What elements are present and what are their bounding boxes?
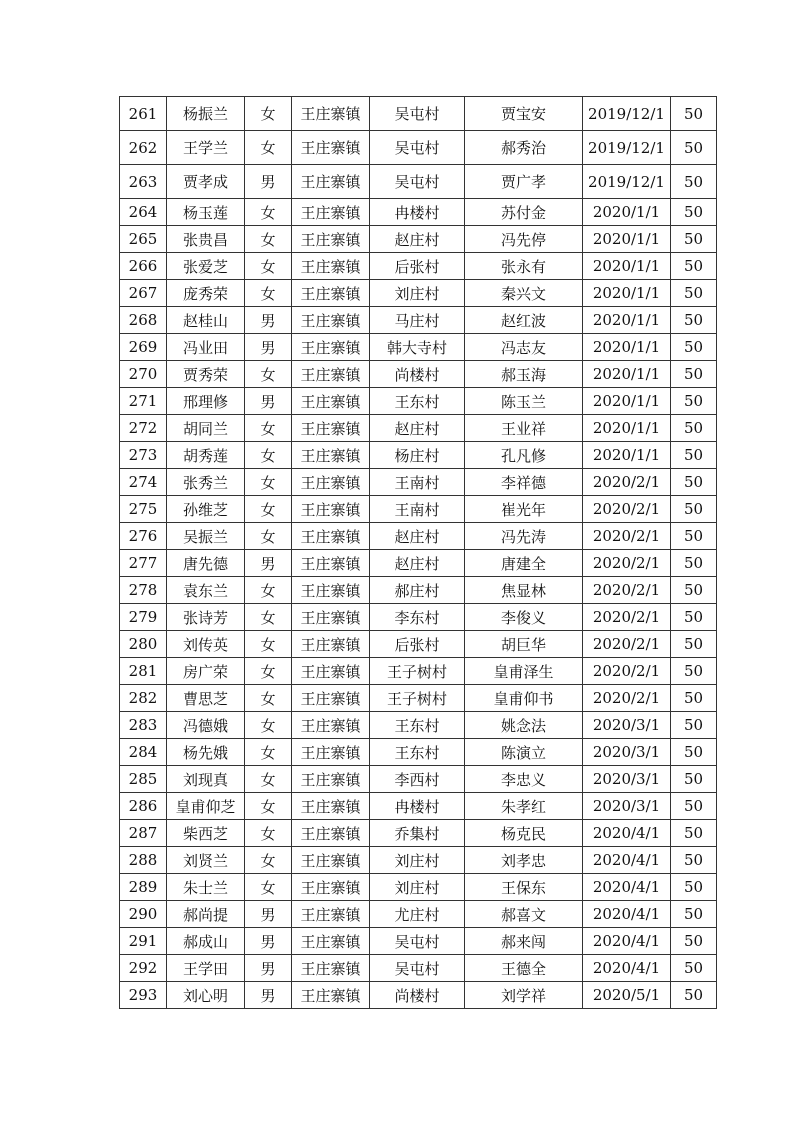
cell-date: 2020/2/1 [583, 523, 671, 550]
cell-guardian: 冯先停 [465, 226, 583, 253]
cell-name: 张爱芝 [167, 253, 245, 280]
table-row [120, 442, 717, 469]
cell-gender: 女 [245, 361, 292, 388]
table-row [120, 199, 717, 226]
cell-date: 2020/4/1 [583, 901, 671, 928]
cell-number: 280 [120, 631, 167, 658]
cell-date: 2020/1/1 [583, 442, 671, 469]
cell-town: 王庄寨镇 [292, 577, 370, 604]
table-row [120, 131, 717, 165]
cell-gender: 女 [245, 847, 292, 874]
cell-date: 2020/2/1 [583, 631, 671, 658]
cell-village: 马庄村 [370, 307, 465, 334]
cell-name: 唐先德 [167, 550, 245, 577]
cell-guardian: 郝来闯 [465, 928, 583, 955]
table-row [120, 766, 717, 793]
cell-gender: 女 [245, 658, 292, 685]
table-row [120, 712, 717, 739]
cell-date: 2020/1/1 [583, 307, 671, 334]
cell-village: 王东村 [370, 388, 465, 415]
cell-village: 乔集村 [370, 820, 465, 847]
cell-village: 刘庄村 [370, 280, 465, 307]
cell-number: 288 [120, 847, 167, 874]
cell-town: 王庄寨镇 [292, 307, 370, 334]
cell-date: 2020/1/1 [583, 334, 671, 361]
cell-name: 胡秀莲 [167, 442, 245, 469]
cell-village: 赵庄村 [370, 415, 465, 442]
cell-gender: 女 [245, 631, 292, 658]
cell-amount: 50 [671, 955, 717, 982]
cell-number: 271 [120, 388, 167, 415]
table-row [120, 577, 717, 604]
cell-guardian: 崔光年 [465, 496, 583, 523]
cell-town: 王庄寨镇 [292, 415, 370, 442]
cell-town: 王庄寨镇 [292, 131, 370, 165]
cell-gender: 女 [245, 793, 292, 820]
cell-number: 290 [120, 901, 167, 928]
cell-gender: 女 [245, 820, 292, 847]
cell-number: 269 [120, 334, 167, 361]
cell-guardian: 皇甫仰书 [465, 685, 583, 712]
cell-date: 2020/5/1 [583, 982, 671, 1009]
cell-date: 2020/1/1 [583, 199, 671, 226]
table-row [120, 388, 717, 415]
table-row [120, 631, 717, 658]
cell-town: 王庄寨镇 [292, 199, 370, 226]
cell-amount: 50 [671, 388, 717, 415]
cell-town: 王庄寨镇 [292, 97, 370, 131]
cell-amount: 50 [671, 793, 717, 820]
cell-date: 2020/4/1 [583, 820, 671, 847]
cell-village: 后张村 [370, 631, 465, 658]
cell-guardian: 冯志友 [465, 334, 583, 361]
cell-amount: 50 [671, 415, 717, 442]
table-row [120, 928, 717, 955]
cell-village: 李东村 [370, 604, 465, 631]
cell-village: 吴屯村 [370, 165, 465, 199]
cell-name: 曹思芝 [167, 685, 245, 712]
cell-guardian: 焦显林 [465, 577, 583, 604]
cell-name: 张诗芳 [167, 604, 245, 631]
cell-number: 267 [120, 280, 167, 307]
cell-date: 2020/2/1 [583, 577, 671, 604]
cell-guardian: 李祥德 [465, 469, 583, 496]
cell-amount: 50 [671, 847, 717, 874]
cell-town: 王庄寨镇 [292, 685, 370, 712]
cell-amount: 50 [671, 280, 717, 307]
cell-amount: 50 [671, 766, 717, 793]
cell-date: 2019/12/1 [583, 97, 671, 131]
cell-village: 刘庄村 [370, 874, 465, 901]
cell-village: 冉楼村 [370, 793, 465, 820]
cell-number: 263 [120, 165, 167, 199]
cell-village: 赵庄村 [370, 523, 465, 550]
cell-gender: 女 [245, 199, 292, 226]
cell-name: 孙维芝 [167, 496, 245, 523]
cell-gender: 男 [245, 388, 292, 415]
cell-guardian: 刘孝忠 [465, 847, 583, 874]
cell-name: 王学田 [167, 955, 245, 982]
cell-number: 276 [120, 523, 167, 550]
table-row [120, 253, 717, 280]
cell-number: 273 [120, 442, 167, 469]
cell-name: 张贵昌 [167, 226, 245, 253]
cell-village: 吴屯村 [370, 97, 465, 131]
cell-town: 王庄寨镇 [292, 847, 370, 874]
cell-village: 王南村 [370, 496, 465, 523]
table-row [120, 523, 717, 550]
table-row [120, 97, 717, 131]
cell-guardian: 秦兴文 [465, 280, 583, 307]
cell-name: 冯德娥 [167, 712, 245, 739]
cell-amount: 50 [671, 604, 717, 631]
cell-village: 尤庄村 [370, 901, 465, 928]
cell-gender: 女 [245, 131, 292, 165]
cell-name: 吴振兰 [167, 523, 245, 550]
cell-date: 2020/2/1 [583, 469, 671, 496]
cell-number: 277 [120, 550, 167, 577]
cell-village: 杨庄村 [370, 442, 465, 469]
cell-number: 274 [120, 469, 167, 496]
cell-number: 287 [120, 820, 167, 847]
cell-date: 2020/3/1 [583, 793, 671, 820]
cell-town: 王庄寨镇 [292, 820, 370, 847]
cell-date: 2020/3/1 [583, 712, 671, 739]
cell-village: 王东村 [370, 739, 465, 766]
cell-amount: 50 [671, 550, 717, 577]
cell-date: 2020/2/1 [583, 550, 671, 577]
cell-amount: 50 [671, 469, 717, 496]
table-row [120, 955, 717, 982]
table-row [120, 982, 717, 1009]
cell-village: 王子树村 [370, 685, 465, 712]
cell-date: 2020/2/1 [583, 658, 671, 685]
cell-date: 2020/4/1 [583, 874, 671, 901]
cell-gender: 女 [245, 442, 292, 469]
cell-number: 283 [120, 712, 167, 739]
cell-amount: 50 [671, 307, 717, 334]
cell-town: 王庄寨镇 [292, 523, 370, 550]
cell-village: 赵庄村 [370, 226, 465, 253]
cell-gender: 男 [245, 901, 292, 928]
cell-amount: 50 [671, 631, 717, 658]
cell-name: 胡同兰 [167, 415, 245, 442]
cell-gender: 女 [245, 280, 292, 307]
cell-date: 2020/1/1 [583, 415, 671, 442]
cell-village: 王子树村 [370, 658, 465, 685]
cell-town: 王庄寨镇 [292, 469, 370, 496]
cell-village: 李西村 [370, 766, 465, 793]
cell-town: 王庄寨镇 [292, 361, 370, 388]
cell-guardian: 陈玉兰 [465, 388, 583, 415]
cell-number: 286 [120, 793, 167, 820]
cell-guardian: 王业祥 [465, 415, 583, 442]
cell-amount: 50 [671, 226, 717, 253]
cell-name: 杨玉莲 [167, 199, 245, 226]
cell-guardian: 张永有 [465, 253, 583, 280]
cell-guardian: 李俊义 [465, 604, 583, 631]
cell-town: 王庄寨镇 [292, 982, 370, 1009]
cell-name: 刘心明 [167, 982, 245, 1009]
cell-gender: 女 [245, 874, 292, 901]
cell-gender: 女 [245, 415, 292, 442]
cell-name: 柴西芝 [167, 820, 245, 847]
cell-town: 王庄寨镇 [292, 928, 370, 955]
cell-number: 289 [120, 874, 167, 901]
cell-name: 刘现真 [167, 766, 245, 793]
table-row [120, 739, 717, 766]
cell-town: 王庄寨镇 [292, 874, 370, 901]
cell-amount: 50 [671, 199, 717, 226]
cell-town: 王庄寨镇 [292, 496, 370, 523]
cell-village: 后张村 [370, 253, 465, 280]
cell-amount: 50 [671, 496, 717, 523]
cell-gender: 男 [245, 307, 292, 334]
table-row [120, 165, 717, 199]
table-row [120, 496, 717, 523]
table-row [120, 793, 717, 820]
cell-name: 杨振兰 [167, 97, 245, 131]
cell-guardian: 王保东 [465, 874, 583, 901]
cell-amount: 50 [671, 523, 717, 550]
cell-guardian: 陈演立 [465, 739, 583, 766]
table-row [120, 901, 717, 928]
cell-town: 王庄寨镇 [292, 901, 370, 928]
cell-village: 王东村 [370, 712, 465, 739]
cell-amount: 50 [671, 165, 717, 199]
cell-amount: 50 [671, 577, 717, 604]
cell-gender: 男 [245, 550, 292, 577]
cell-date: 2020/4/1 [583, 847, 671, 874]
cell-number: 279 [120, 604, 167, 631]
cell-amount: 50 [671, 361, 717, 388]
table-row [120, 685, 717, 712]
table-row [120, 307, 717, 334]
cell-amount: 50 [671, 739, 717, 766]
table-row [120, 469, 717, 496]
cell-guardian: 孔凡修 [465, 442, 583, 469]
cell-gender: 女 [245, 685, 292, 712]
cell-village: 冉楼村 [370, 199, 465, 226]
cell-name: 王学兰 [167, 131, 245, 165]
table-row [120, 280, 717, 307]
table-row [120, 226, 717, 253]
cell-amount: 50 [671, 685, 717, 712]
cell-amount: 50 [671, 334, 717, 361]
cell-village: 赵庄村 [370, 550, 465, 577]
cell-village: 尚楼村 [370, 982, 465, 1009]
cell-number: 261 [120, 97, 167, 131]
cell-town: 王庄寨镇 [292, 631, 370, 658]
table-row [120, 334, 717, 361]
cell-date: 2020/1/1 [583, 253, 671, 280]
cell-name: 袁东兰 [167, 577, 245, 604]
cell-date: 2019/12/1 [583, 131, 671, 165]
cell-number: 292 [120, 955, 167, 982]
cell-date: 2020/1/1 [583, 361, 671, 388]
cell-number: 266 [120, 253, 167, 280]
cell-name: 赵桂山 [167, 307, 245, 334]
cell-amount: 50 [671, 874, 717, 901]
cell-guardian: 朱孝红 [465, 793, 583, 820]
cell-gender: 男 [245, 982, 292, 1009]
cell-village: 刘庄村 [370, 847, 465, 874]
cell-gender: 女 [245, 766, 292, 793]
cell-name: 张秀兰 [167, 469, 245, 496]
cell-name: 刘贤兰 [167, 847, 245, 874]
cell-date: 2020/3/1 [583, 739, 671, 766]
table-row [120, 361, 717, 388]
cell-gender: 女 [245, 712, 292, 739]
cell-gender: 女 [245, 97, 292, 131]
cell-village: 吴屯村 [370, 955, 465, 982]
cell-number: 285 [120, 766, 167, 793]
cell-gender: 女 [245, 496, 292, 523]
cell-name: 郝尚提 [167, 901, 245, 928]
cell-gender: 女 [245, 523, 292, 550]
cell-date: 2020/2/1 [583, 496, 671, 523]
cell-village: 吴屯村 [370, 131, 465, 165]
cell-town: 王庄寨镇 [292, 280, 370, 307]
cell-amount: 50 [671, 658, 717, 685]
cell-guardian: 贾宝安 [465, 97, 583, 131]
cell-name: 朱士兰 [167, 874, 245, 901]
cell-gender: 男 [245, 165, 292, 199]
cell-amount: 50 [671, 982, 717, 1009]
cell-amount: 50 [671, 131, 717, 165]
cell-village: 韩大寺村 [370, 334, 465, 361]
cell-town: 王庄寨镇 [292, 388, 370, 415]
cell-number: 265 [120, 226, 167, 253]
table-row [120, 415, 717, 442]
cell-number: 275 [120, 496, 167, 523]
cell-date: 2020/4/1 [583, 955, 671, 982]
cell-name: 刘传英 [167, 631, 245, 658]
cell-name: 杨先娥 [167, 739, 245, 766]
cell-gender: 男 [245, 928, 292, 955]
cell-date: 2020/1/1 [583, 280, 671, 307]
records-table-body [120, 97, 717, 1009]
table-row [120, 550, 717, 577]
cell-amount: 50 [671, 901, 717, 928]
cell-date: 2020/3/1 [583, 766, 671, 793]
cell-town: 王庄寨镇 [292, 226, 370, 253]
table-row [120, 847, 717, 874]
table-row [120, 820, 717, 847]
cell-town: 王庄寨镇 [292, 712, 370, 739]
cell-town: 王庄寨镇 [292, 165, 370, 199]
cell-number: 282 [120, 685, 167, 712]
cell-number: 262 [120, 131, 167, 165]
cell-amount: 50 [671, 97, 717, 131]
cell-name: 郝成山 [167, 928, 245, 955]
table-row [120, 658, 717, 685]
cell-guardian: 郝秀治 [465, 131, 583, 165]
cell-town: 王庄寨镇 [292, 253, 370, 280]
cell-town: 王庄寨镇 [292, 442, 370, 469]
cell-guardian: 皇甫泽生 [465, 658, 583, 685]
cell-village: 王南村 [370, 469, 465, 496]
cell-number: 270 [120, 361, 167, 388]
cell-amount: 50 [671, 253, 717, 280]
cell-number: 284 [120, 739, 167, 766]
cell-amount: 50 [671, 820, 717, 847]
cell-town: 王庄寨镇 [292, 658, 370, 685]
cell-guardian: 郝玉海 [465, 361, 583, 388]
cell-guardian: 唐建全 [465, 550, 583, 577]
cell-date: 2020/1/1 [583, 388, 671, 415]
cell-date: 2019/12/1 [583, 165, 671, 199]
cell-number: 291 [120, 928, 167, 955]
cell-village: 吴屯村 [370, 928, 465, 955]
cell-town: 王庄寨镇 [292, 334, 370, 361]
cell-guardian: 刘学祥 [465, 982, 583, 1009]
cell-amount: 50 [671, 712, 717, 739]
cell-number: 268 [120, 307, 167, 334]
cell-name: 冯业田 [167, 334, 245, 361]
cell-guardian: 赵红波 [465, 307, 583, 334]
cell-guardian: 杨克民 [465, 820, 583, 847]
cell-gender: 女 [245, 577, 292, 604]
cell-guardian: 胡巨华 [465, 631, 583, 658]
cell-guardian: 李忠义 [465, 766, 583, 793]
cell-name: 贾孝成 [167, 165, 245, 199]
cell-name: 庞秀荣 [167, 280, 245, 307]
cell-amount: 50 [671, 928, 717, 955]
cell-name: 房广荣 [167, 658, 245, 685]
cell-town: 王庄寨镇 [292, 739, 370, 766]
cell-town: 王庄寨镇 [292, 766, 370, 793]
cell-village: 尚楼村 [370, 361, 465, 388]
cell-name: 皇甫仰芝 [167, 793, 245, 820]
cell-gender: 女 [245, 253, 292, 280]
cell-guardian: 王德全 [465, 955, 583, 982]
cell-town: 王庄寨镇 [292, 955, 370, 982]
cell-town: 王庄寨镇 [292, 550, 370, 577]
cell-number: 293 [120, 982, 167, 1009]
cell-amount: 50 [671, 442, 717, 469]
cell-gender: 女 [245, 469, 292, 496]
cell-date: 2020/4/1 [583, 928, 671, 955]
cell-number: 272 [120, 415, 167, 442]
cell-guardian: 姚念法 [465, 712, 583, 739]
cell-town: 王庄寨镇 [292, 793, 370, 820]
cell-date: 2020/1/1 [583, 226, 671, 253]
table-row [120, 874, 717, 901]
records-table [119, 96, 717, 1009]
cell-gender: 女 [245, 226, 292, 253]
cell-date: 2020/2/1 [583, 685, 671, 712]
cell-gender: 男 [245, 334, 292, 361]
cell-village: 郝庄村 [370, 577, 465, 604]
table-row [120, 604, 717, 631]
cell-name: 贾秀荣 [167, 361, 245, 388]
cell-name: 邢理修 [167, 388, 245, 415]
cell-guardian: 冯先涛 [465, 523, 583, 550]
cell-number: 278 [120, 577, 167, 604]
cell-number: 264 [120, 199, 167, 226]
cell-guardian: 苏付金 [465, 199, 583, 226]
cell-gender: 女 [245, 739, 292, 766]
cell-gender: 女 [245, 604, 292, 631]
cell-town: 王庄寨镇 [292, 604, 370, 631]
cell-guardian: 郝喜文 [465, 901, 583, 928]
cell-number: 281 [120, 658, 167, 685]
cell-gender: 男 [245, 955, 292, 982]
cell-date: 2020/2/1 [583, 604, 671, 631]
cell-guardian: 贾广孝 [465, 165, 583, 199]
